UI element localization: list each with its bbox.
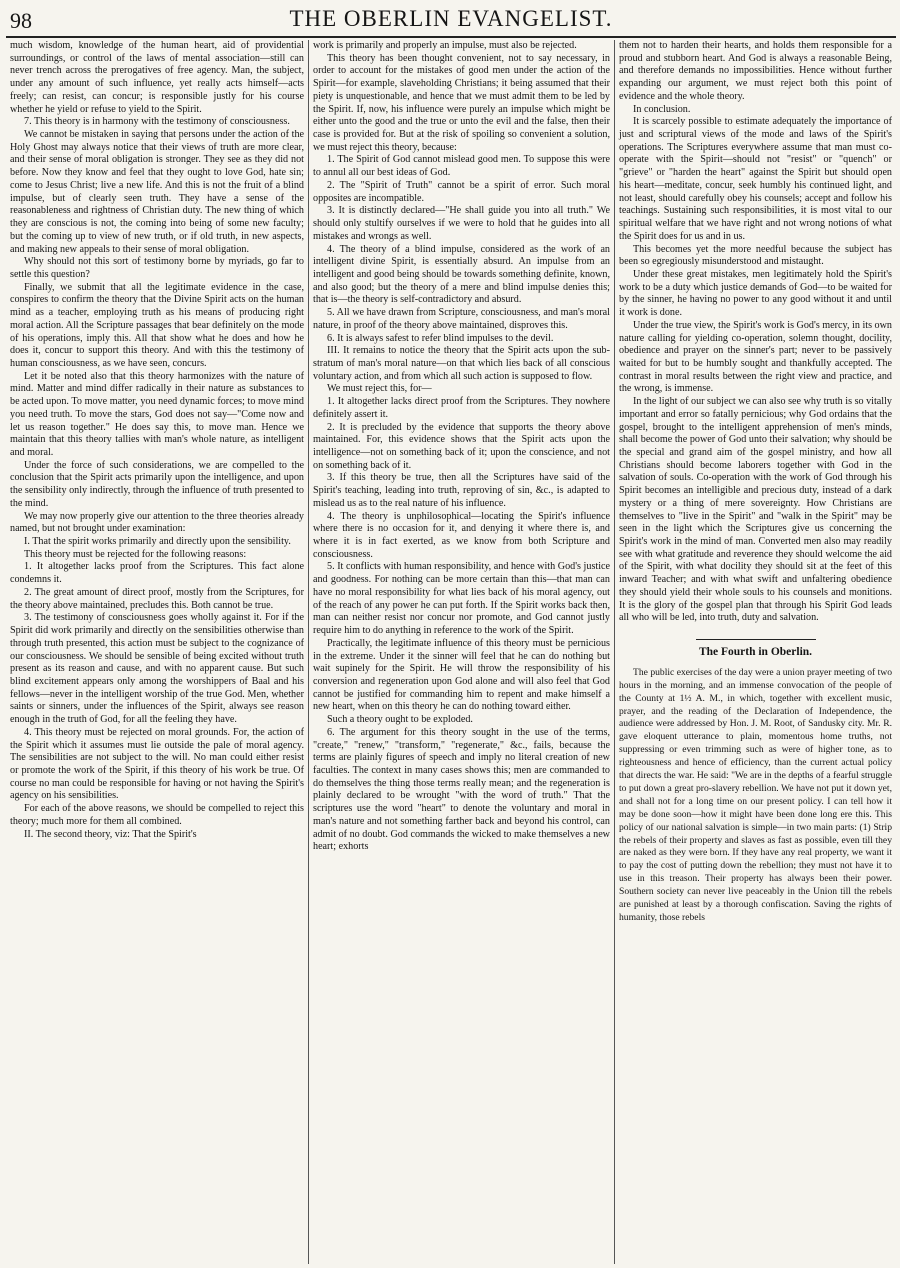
paragraph: Under the true view, the Spirit's work is God's mercy, in its own nature calling for yielding co-operation, solemn thought, docility, obedience and prayer on the sinner's part; never to be passively waited for but to be humbly sought and thankfully accepted. The contrast in moral results between the right view and practice, and the wrong, is immense. (619, 319, 892, 395)
paragraph: II. The second theory, viz: That the Spirit's (24, 828, 197, 840)
page-title: THE OBERLIN EVANGELIST. (289, 6, 613, 31)
paragraph: Finally, we submit that all the legitimate evidence in the case, conspires to confirm the theory that the Divine Spirit acts on the human mind as a teacher, employing truth as his means of producing right moral action. All the Scripture passages that bear definitely on the mode of his operations, imply this. All that show what he does and how he does it, concur to support this theory. And with this the testimony of human consciousness, as we have seen, concurs. (10, 281, 304, 369)
paragraph: work is primarily and properly an impulse, must also be rejected. (313, 40, 577, 51)
paragraph: 3. It is distinctly declared—"He shall guide you into all truth." We should only stultify ourselves if we were to hold that he guides into all mistakes and wrongs as well. (313, 205, 610, 242)
paragraph: 6. It is always safest to refer blind impulses to the devil. (327, 332, 554, 344)
paragraph: 2. The "Spirit of Truth" cannot be a spirit of error. Such moral opposites are incompatible. (313, 179, 610, 204)
article-columns (6, 40, 896, 1264)
section-divider (696, 639, 816, 640)
paragraph: 1. The Spirit of God cannot mislead good men. To suppose this were to annul all our best ideas of God. (313, 154, 610, 179)
paragraph: 3. If this theory be true, then all the Scriptures have said of the Spirit's teaching, leading into truth, reproving of sin, &c., is adapted to mislead us as to the real nature of his influence. (313, 472, 610, 509)
paragraph: For each of the above reasons, we should be compelled to reject this theory; much more for them all combined. (10, 803, 304, 827)
paragraph: This theory has been thought convenient, not to say necessary, in order to account for the mistakes of good men under the action of the Spirit—for example, slaveholding Christians; it being assumed that their piety is unquestionable, and hence that we must admit them to be led by the Spirit. If, now, his influence were purely an impulse which might be either unto the good and the true or unto the evil and the false, then their case is provided for. But at the risk of spoiling so convenient a solution, we must reject this theory, because: (313, 52, 610, 153)
column-1 (6, 40, 308, 1264)
paragraph: This becomes yet the more needful because the subject has been so egregiously misunderstood and mistaught. (619, 243, 892, 268)
paragraph: 5. It conflicts with human responsibility, and hence with God's justice and goodness. For nothing can be more certain than this—that man can have no moral responsibility for what lies back of his moral agency, out of the reach of any power he can put forth. If the Spirit works back then, man can neither resist nor concur nor promote, and God cannot justly require him to do anything in reference to the work of the Spirit. (313, 561, 610, 637)
paragraph: It is scarcely possible to estimate adequately the importance of just and scriptural views of the mode and laws of the Spirit's operations. The Scriptures everywhere assume that man must co-operate with the Spirit—should not "resist" or "quench" or "grieve" or "harden the heart" against the Spirit but should open his heart—meditate, concur, seek humbly his continued light, and not least, should carefully obey his counsels; accept and follow his teachings. Sustaining such responsibilities, it is most vital to our spiritual welfare that we have right and not wrong notions of what the Spirit does for us and in us. (619, 116, 892, 242)
paragraph: Let it be noted also that this theory harmonizes with the nature of mind. Matter and mind differ radically in their nature as substances to be acted upon. To move matter, you need dynamic forces; to move mind you need truth. To move the stars, God does not say—"Come now and let us reason together." He does say this, to move man. Hence we maintain that this theory tallies with man's whole nature, as intelligent and moral. (10, 370, 304, 458)
paragraph: Under the force of such considerations, we are compelled to the conclusion that the Spirit acts primarily upon the intelligence, and upon the sensibility only indirectly, through the influence of truth presented to the mind. (10, 459, 304, 509)
paragraph: 4. The theory of a blind impulse, considered as the work of an intelligent divine Spirit, is essentially absurd. An impulse from an intelligent and good being should be towards something definite, known, and also good; but the theory of a mere and blind impulse denies this; that is—the theory is self-contradictory and absurd. (313, 243, 610, 306)
paragraph: much wisdom, knowledge of the human heart, aid of providential surroundings, or control of the laws of mental association—still can never trench across the prerogatives of free agency. Man, the subject, under any amount of such influence, yet really acts himself—acts freely; can resist, can concur; is responsible justly for his course whether he yield or refuse to yield to the Spirit. (10, 40, 304, 115)
paragraph: We may now properly give our attention to the three theories already named, but not brought under examination: (10, 510, 304, 535)
paragraph: 5. All we have drawn from Scripture, consciousness, and man's moral nature, in proof of the theory above maintained, disproves this. (313, 307, 610, 331)
paragraph: In conclusion. (633, 103, 691, 115)
paragraph: We cannot be mistaken in saying that persons under the action of the Holy Ghost may always notice that their views of truth are more clear, and their sense of moral obligation is stronger. They see as they did not before. Now they know and feel that they ought to love God, hate sin; come to Jesus Christ; live a new life. And this is not the fruit of a blind impulse, but of clearly seen truth. They have a sense of the reasonableness and rightness of Christian duty. The new thing of which they are conscious is not, the coming into being of some new faculty; but the coming up to view of new truth, or if old truth, in new aspects, and making new appeals to their sense of moral obligation. (10, 129, 304, 255)
paragraph: 1. It altogether lacks proof from the Scriptures. This fact alone condemns it. (10, 561, 304, 586)
paragraph: them not to harden their hearts, and holds them responsible for a proud and stubborn heart. And God is always a reasonable Being, and therefore demands no impossibilities. Hence without further expanding our argument, we must reject both this point of evidence and the whole theory. (619, 40, 892, 102)
masthead (6, 0, 896, 38)
paragraph: In the light of our subject we can also see why truth is so vitally important and error so fatally pernicious; why God ordains that the gospel, brought to the intelligent apprehension of men's minds, shall become the power of God unto their salvation; why should be the special and grand aim of the gospel ministry, and how all Christians should become laborers together with God in the salvation of souls. Co-operation with the work of God through his Spirit becomes an intelligible and precious duty, instead of a dark mystery or a thing of mere sovereignty. How Christians are themselves to "live in the Spirit" and "walk in the Spirit" may be seen in the light which the Scriptures give us concerning the Spirit's work in the mind of man. Converted men also may readily see with what gratitude and reverence they should welcome the aid of the Spirit, with what docility they should sit at the feet of this inward Teacher; and with what swift and unfaltering obedience they should yield their whole souls to his counsels and monitions. It is the glory of the gospel plan that through his Spirit God leads all who will be led, into truth, duty and salvation. (619, 396, 892, 624)
paragraph: 2. The great amount of direct proof, mostly from the Scriptures, for the theory above maintained, precludes this. Both cannot be true. (10, 586, 304, 611)
paragraph: I. That the spirit works primarily and directly upon the sensibility. (24, 536, 291, 548)
paragraph: 3. The testimony of consciousness goes wholly against it. For if the Spirit did work primarily and directly on the sensibilities otherwise than through truth presented, this action must be subject to the cognizance of our consciousness. We should be sensible of being excited without truth present as its reason and cause, and with no apparent cause. But such blind excitement appears only among the worshippers of Baal and his fellows—never in the intelligent worship of the true God. Men, whether saints or sinners, under the influences of the Spirit, always see reason enough in the truth of God, for all the feeling they have. (10, 612, 304, 726)
column-3 (614, 40, 896, 1264)
paragraph: The public exercises of the day were a union prayer meeting of two hours in the morning, and an immense convocation of the people of the County at 1½ A. M., in which, together with excellent music, prayer, and the reading of the Declaration of Independence, the audience were addressed by Hon. J. M. Root, of Sandusky city. Mr. R. gave eloquent utterance to plain, momentous home truths, not suppressing or even trimming such as were of higher tone, as to righteousness and hence of efficiency, than the current actual policy that directs the war. He said: "We are in the depths of a fearful struggle to put down a great pro-slavery rebellion. We have not put it down yet, and shall not for a long time on our present policy. I can tell how it may be done soon—how it might have been done long ere this. This policy of our national salvation is simple—in two main parts: (1) Strip the rebels of their property and slaves as fast as possible, even till they are naked as they were born. If they have any real property, we want it to pay the cost of putting down the rebellion; they must not have it to use in this treason. Their property has always been their power. Southern society can never live peaceably in the Union till the rebels are punished at least by a thorough confiscation. Saving the rights of humanity, those rebels (619, 666, 892, 923)
paragraph: 4. This theory must be rejected on moral grounds. For, the action of the Spirit which it assumes must lie outside the pale of moral agency. The sensibilities are not subject to the will. No man could either resist or promote the work of the Spirit, if this theory of his work be true. Of course no man could be responsible for having or not having the Spirit's agency on his sensibilities. (10, 726, 304, 802)
paragraph: Such a theory ought to be exploded. (327, 714, 473, 726)
paragraph: 4. The theory is unphilosophical—locating the Spirit's influence where there is no occasion for it, and denying it where there is, and where it is in fact exerted, as we know from both Scripture and consciousness. (313, 510, 610, 560)
paragraph: 6. The argument for this theory sought in the use of the terms, "create," "renew," "transform," "regenerate," &c., fails, because the terms are plainly figures of speech and imply no literal creation of new faculties. The context in many cases shows this; men are commanded to do themselves the thing those terms really mean; and the regeneration is plainly declared to be wrought "with the word of truth." That the scriptures use the word "heart" to denote the voluntary and moral in man's nature and not something farther back and beyond his control, can admit of no doubt. God commands the wicked to make themselves a new heart; exhorts (313, 726, 610, 853)
paragraph: This theory must be rejected for the following reasons: (24, 548, 247, 560)
paragraph: 7. This theory is in harmony with the testimony of consciousness. (24, 116, 290, 128)
paragraph: Under these great mistakes, men legitimately hold the Spirit's work to be a duty which justice demands of God—to be waited for by the sinner, he having no power to any good without it and until it work is done. (619, 268, 892, 319)
paragraph: Practically, the legitimate influence of this theory must be pernicious in the extreme. Under it the sinner will feel that he can do nothing but wait supinely for the Spirit. He will throw the responsibility of his conversion and regeneration upon God alone and will also feel that God cannot be justified for commanding him to repent and make himself a new heart, when on this theory he can do nothing toward either. (313, 637, 610, 713)
section-heading: The Fourth in Oberlin. (698, 646, 813, 659)
paragraph: 1. It altogether lacks direct proof from the Scriptures. They nowhere definitely assert it. (313, 396, 610, 420)
paragraph: III. It remains to notice the theory that the Spirit acts upon the sub-stratum of man's moral nature—on that which lies back of all conscious voluntary action, and from which all such action is supposed to flow. (313, 345, 610, 382)
paragraph: Why should not this sort of testimony borne by myriads, go far to settle this question? (10, 256, 304, 280)
page-number: 98 (10, 8, 32, 33)
paragraph: We must reject this, for— (327, 383, 432, 395)
paragraph: 2. It is precluded by the evidence that supports the theory above maintained. For, this evidence shows that the Spirit acts upon the intelligence—not on something back of it; upon the conscience, and not on something back of it. (313, 421, 610, 471)
column-2 (308, 40, 614, 1264)
